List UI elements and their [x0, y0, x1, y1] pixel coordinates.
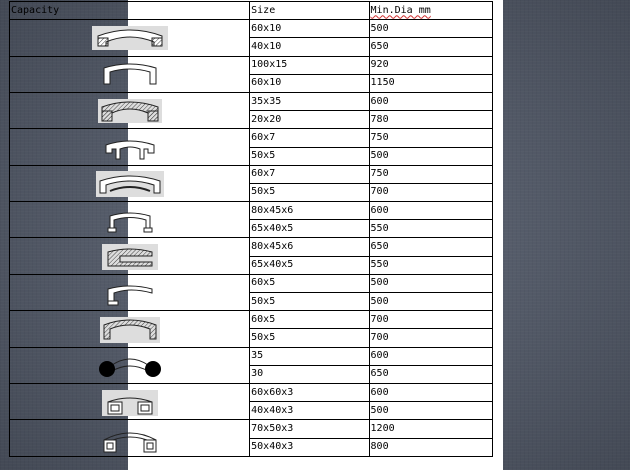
profile-cell	[10, 311, 250, 347]
profile-cell	[10, 20, 250, 56]
min-dia-cell: 600	[369, 347, 492, 365]
min-dia-cell: 700	[369, 311, 492, 329]
min-dia-cell: 550	[369, 256, 492, 274]
profile-cell	[10, 238, 250, 274]
size-cell: 50x40x3	[250, 438, 369, 456]
min-dia-cell: 500	[369, 402, 492, 420]
size-cell: 50x5	[250, 183, 369, 201]
size-cell: 50x5	[250, 147, 369, 165]
min-dia-cell: 500	[369, 293, 492, 311]
channel-section-icon	[90, 204, 170, 236]
size-cell: 60x10	[250, 74, 369, 92]
size-cell: 50x5	[250, 329, 369, 347]
size-cell: 80x45x6	[250, 202, 369, 220]
min-dia-cell: 650	[369, 38, 492, 56]
min-dia-cell: 600	[369, 92, 492, 110]
header-capacity: Capacity	[10, 2, 250, 20]
header-min-dia	[369, 2, 492, 20]
table-row	[10, 165, 493, 183]
rectangular-tube-icon	[90, 422, 170, 454]
min-dia-cell: 780	[369, 111, 492, 129]
profile-cell	[10, 347, 250, 383]
size-cell: 60x7	[250, 165, 369, 183]
min-dia-cell: 700	[369, 329, 492, 347]
min-dia-cell: 920	[369, 56, 492, 74]
size-cell: 60x10	[250, 20, 369, 38]
min-dia-cell: 600	[369, 383, 492, 401]
angle-section-inverted-icon	[90, 313, 170, 345]
min-dia-cell: 1200	[369, 420, 492, 438]
profile-cell	[10, 383, 250, 419]
size-cell: 30	[250, 365, 369, 383]
min-dia-cell: 750	[369, 165, 492, 183]
size-cell: 60x7	[250, 129, 369, 147]
size-cell: 40x40x3	[250, 402, 369, 420]
size-cell: 40x10	[250, 38, 369, 56]
size-cell: 100x15	[250, 56, 369, 74]
table-row	[10, 56, 493, 74]
min-dia-cell: 650	[369, 238, 492, 256]
size-cell: 65x40x5	[250, 256, 369, 274]
size-cell: 60x5	[250, 274, 369, 292]
capacity-table	[9, 1, 493, 457]
profile-cell	[10, 92, 250, 128]
size-cell: 20x20	[250, 111, 369, 129]
flat-bar-icon	[90, 22, 170, 54]
table-row	[10, 238, 493, 256]
header-min-dia-label: Min.Dia mm	[370, 4, 431, 16]
min-dia-cell: 650	[369, 365, 492, 383]
min-dia-cell: 500	[369, 147, 492, 165]
table-row	[10, 347, 493, 365]
min-dia-cell: 1150	[369, 74, 492, 92]
size-cell: 35x35	[250, 92, 369, 110]
profile-cell	[10, 56, 250, 92]
profile-cell	[10, 129, 250, 165]
size-cell: 50x5	[250, 293, 369, 311]
round-bar-icon	[90, 349, 170, 381]
angle-section-icon	[90, 277, 170, 309]
tee-section-inverted-icon	[90, 167, 170, 199]
size-cell: 80x45x6	[250, 238, 369, 256]
min-dia-cell: 750	[369, 129, 492, 147]
min-dia-cell: 800	[369, 438, 492, 456]
size-cell: 60x5	[250, 311, 369, 329]
table-row	[10, 311, 493, 329]
table-row	[10, 383, 493, 401]
profile-cell	[10, 165, 250, 201]
min-dia-cell: 700	[369, 183, 492, 201]
table-row	[10, 202, 493, 220]
size-cell: 65x40x5	[250, 220, 369, 238]
profile-cell	[10, 274, 250, 310]
table-row	[10, 129, 493, 147]
size-cell: 70x50x3	[250, 420, 369, 438]
profile-cell	[10, 202, 250, 238]
profile-cell	[10, 420, 250, 456]
header-row	[10, 2, 493, 20]
table-row	[10, 420, 493, 438]
square-tube-icon	[90, 386, 170, 418]
flat-bar-hardway-icon	[90, 58, 170, 90]
min-dia-cell: 600	[369, 202, 492, 220]
table-row	[10, 92, 493, 110]
size-cell: 35	[250, 347, 369, 365]
header-size: Size	[250, 2, 369, 20]
min-dia-cell: 550	[369, 220, 492, 238]
size-cell: 60x60x3	[250, 383, 369, 401]
channel-section-side-icon	[90, 240, 170, 272]
tee-section-icon	[90, 131, 170, 163]
table-row	[10, 20, 493, 38]
min-dia-cell: 500	[369, 20, 492, 38]
square-bar-icon	[90, 95, 170, 127]
table-row	[10, 274, 493, 292]
min-dia-cell: 500	[369, 274, 492, 292]
